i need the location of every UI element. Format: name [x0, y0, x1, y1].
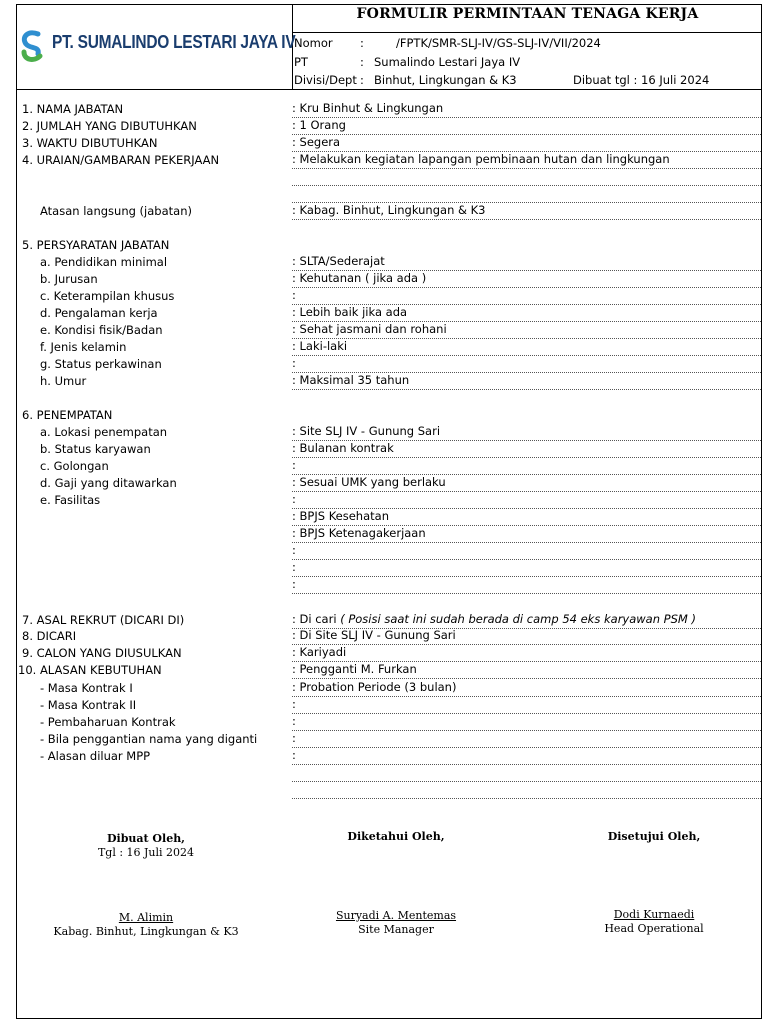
masa-kontrak-2-label: - Masa Kontrak II: [40, 698, 137, 712]
form-title: FORMULIR PERMINTAAN TENAGA KERJA: [356, 6, 699, 22]
lokasi-value: : Site SLJ IV - Gunung Sari: [292, 424, 761, 441]
signer-2-name: Suryadi A. Mentemas: [335, 909, 457, 922]
pt-label: PT: [294, 55, 308, 69]
pt-colon: :: [360, 55, 364, 69]
divisi-value: Binhut, Lingkungan & K3: [374, 73, 517, 87]
pendidikan-value: : SLTA/Sederajat: [292, 254, 761, 271]
nomor-colon: :: [360, 36, 364, 50]
pt-value: Sumalindo Lestari Jaya IV: [374, 55, 521, 69]
blank-line-2: [292, 782, 761, 799]
uraian-value: : Melakukan kegiatan lapangan pembinaan hutan dan lingkungan: [292, 152, 761, 169]
lokasi-label: a. Lokasi penempatan: [40, 425, 168, 439]
asal-rekrut-value: : Di cari ( Posisi saat ini sudah berada di camp 54 eks karyawan PSM ): [292, 612, 761, 629]
status-karyawan-value: : Bulanan kontrak: [292, 441, 761, 458]
uraian-label: 4. URAIAN/GAMBARAN PEKERJAAN: [22, 153, 220, 167]
calon-label: 9. CALON YANG DIUSULKAN: [22, 646, 182, 660]
signer-1-role: Kabag. Binhut, Lingkungan & K3: [53, 925, 239, 938]
masa-kontrak-1-value: : Probation Periode (3 bulan): [292, 680, 761, 697]
dibuat-oleh-title: Dibuat Oleh,: [106, 832, 186, 845]
disetujui-oleh-title: Disetujui Oleh,: [607, 830, 701, 843]
fasilitas-bpjs-kesehatan: : BPJS Kesehatan: [292, 509, 761, 526]
jurusan-value: : Kehutanan ( jika ada ): [292, 271, 761, 288]
alasan-label: 10. ALASAN KEBUTUHAN: [18, 663, 162, 677]
masa-kontrak-1-label: - Masa Kontrak I: [40, 681, 133, 695]
dibuat-tanggal-sign: Tgl : 16 Juli 2024: [97, 846, 195, 859]
keterampilan-label: c. Keterampilan khusus: [40, 289, 175, 303]
asal-rekrut-note: ( Posisi saat ini sudah berada di camp 54 eks karyawan PSM ): [340, 612, 696, 626]
divisi-colon: :: [360, 73, 364, 87]
signer-3-role: Head Operational: [604, 922, 704, 935]
pengalaman-value: : Lebih baik jika ada: [292, 305, 761, 322]
pendidikan-label: a. Pendidikan minimal: [40, 255, 168, 269]
dibuat-tanggal: Dibuat tgl : 16 Juli 2024: [573, 73, 710, 87]
umur-value: : Maksimal 35 tahun: [292, 373, 761, 390]
nama-jabatan-value: : Kru Binhut & Lingkungan: [292, 101, 761, 118]
kondisi-label: e. Kondisi fisik/Badan: [40, 323, 163, 337]
nomor-value: /FPTK/SMR-SLJ-IV/GS-SLJ-IV/VII/2024: [396, 36, 601, 50]
fasilitas-line-5: :: [292, 560, 761, 577]
umur-label: h. Umur: [40, 374, 87, 388]
alasan-mpp-label: - Alasan diluar MPP: [40, 749, 151, 763]
pembaharuan-label: - Pembaharuan Kontrak: [40, 715, 176, 729]
uraian-line-2: [292, 169, 761, 186]
dicari-value: : Di Site SLJ IV - Gunung Sari: [292, 628, 761, 645]
signer-2-role: Site Manager: [358, 923, 434, 936]
pengalaman-label: d. Pengalaman kerja: [40, 306, 158, 320]
penggantian-label: - Bila penggantian nama yang diganti: [40, 732, 258, 746]
atasan-value: : Kabag. Binhut, Lingkungan & K3: [292, 203, 761, 220]
status-karyawan-label: b. Status karyawan: [40, 442, 151, 456]
alasan-value: : Pengganti M. Furkan: [292, 662, 761, 679]
atasan-label: Atasan langsung (jabatan): [40, 204, 192, 218]
nama-jabatan-label: 1. NAMA JABATAN: [22, 102, 124, 116]
company-logo-icon: [18, 28, 46, 64]
header-rule-1: [292, 32, 762, 33]
masa-kontrak-2-value: :: [292, 697, 761, 714]
keterampilan-value: :: [292, 288, 761, 305]
pembaharuan-value: :: [292, 714, 761, 731]
status-perkawinan-label: g. Status perkawinan: [40, 357, 162, 371]
diketahui-oleh-title: Diketahui Oleh,: [347, 830, 445, 843]
jurusan-label: b. Jurusan: [40, 272, 98, 286]
jumlah-label: 2. JUMLAH YANG DIBUTUHKAN: [22, 119, 197, 133]
calon-value: : Kariyadi: [292, 645, 761, 662]
nomor-label: Nomor: [294, 36, 333, 50]
dicari-label: 8. DICARI: [22, 629, 77, 643]
divisi-label: Divisi/Dept: [294, 73, 357, 87]
golongan-label: c. Golongan: [40, 459, 109, 473]
fasilitas-value: :: [292, 492, 761, 509]
gaji-value: : Sesuai UMK yang berlaku: [292, 475, 761, 492]
gaji-label: d. Gaji yang ditawarkan: [40, 476, 177, 490]
fasilitas-label: e. Fasilitas: [40, 493, 101, 507]
alasan-mpp-value: :: [292, 748, 761, 765]
jenis-kelamin-value: : Laki-laki: [292, 339, 761, 356]
waktu-label: 3. WAKTU DIBUTUHKAN: [22, 136, 158, 150]
jenis-kelamin-label: f. Jenis kelamin: [40, 340, 127, 354]
golongan-value: :: [292, 458, 761, 475]
penggantian-value: :: [292, 731, 761, 748]
blank-line-1: [292, 765, 761, 782]
header-rule-bottom: [16, 89, 762, 90]
persyaratan-title: 5. PERSYARATAN JABATAN: [22, 238, 170, 252]
asal-rekrut-label: 7. ASAL REKRUT (DICARI DI): [22, 613, 185, 627]
jumlah-value: : 1 Orang: [292, 118, 761, 135]
uraian-line-3: [292, 186, 761, 203]
signer-1-name: M. Alimin: [118, 911, 174, 924]
fasilitas-line-6: :: [292, 577, 761, 594]
signer-3-name: Dodi Kurnaedi: [613, 908, 695, 921]
fasilitas-line-4: :: [292, 543, 761, 560]
waktu-value: : Segera: [292, 135, 761, 152]
kondisi-value: : Sehat jasmani dan rohani: [292, 322, 761, 339]
status-perkawinan-value: :: [292, 356, 761, 373]
company-name: PT. SUMALINDO LESTARI JAYA IV: [52, 32, 296, 52]
fasilitas-bpjs-ketenagakerjaan: : BPJS Ketenagakerjaan: [292, 526, 761, 543]
penempatan-title: 6. PENEMPATAN: [22, 408, 113, 422]
